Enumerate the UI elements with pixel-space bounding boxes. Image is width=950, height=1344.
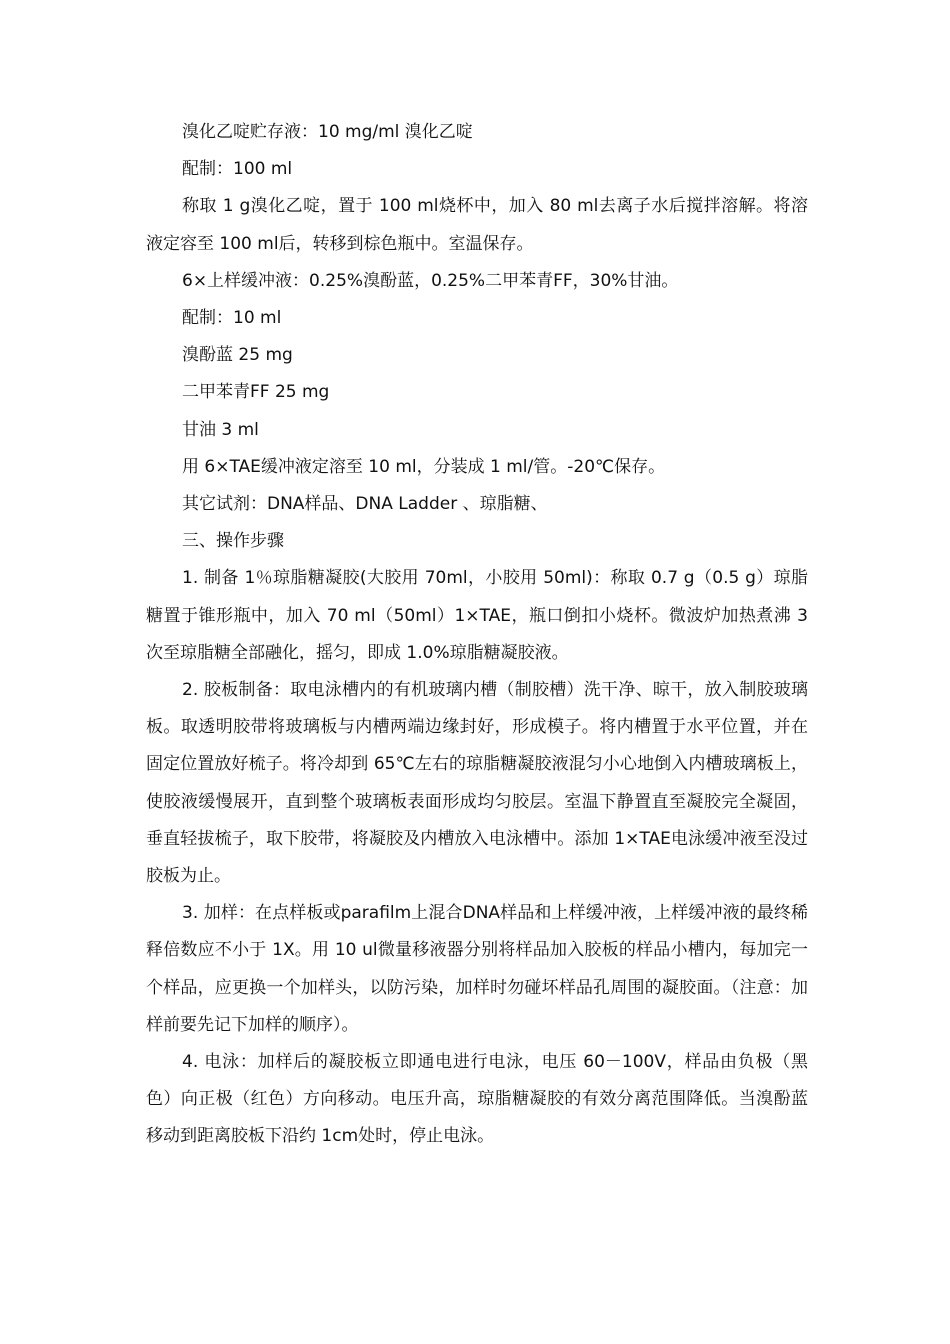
eb-stock-heading: 溴化乙啶贮存液：10 mg/ml 溴化乙啶 — [182, 122, 473, 142]
document-body — [146, 114, 808, 1156]
other-reagents: 其它试剂：DNA样品、DNA Ladder 、琼脂糖、 — [182, 494, 548, 515]
loading-buffer-procedure: 用 6×TAE缓冲液定溶至 10 ml，分装成 1 ml/管。-20℃保存。 — [182, 456, 666, 477]
eb-prep-procedure: 称取 1 g溴化乙啶，置于 100 ml烧杯中，加入 80 ml去离子水后搅拌溶解。将溶液定容至 100 ml后，转移到棕色瓶中。室温保存。 — [146, 196, 808, 254]
step-4-electrophoresis: 4. 电泳：加样后的凝胶板立即通电进行电泳，电压 60－100V，样品由负极（黑色）向正极（红色）方向移动。电压升高，琼脂糖凝胶的有效分离范围降低。当溴酚蓝移动到距离胶板下沿约 1cm处时，停止电泳。 — [146, 1052, 808, 1147]
loading-buffer-prep-volume: 配制：10 ml — [182, 308, 282, 329]
eb-prep-volume: 配制：100 ml — [182, 159, 293, 180]
ingredient-glycerol: 甘油 3 ml — [182, 419, 259, 440]
step-3-sample-loading: 3. 加样：在点样板或parafilm上混合DNA样品和上样缓冲液，上样缓冲液的最终稀释倍数应不小于 1X。用 10 ul微量移液器分别将样品加入胶板的样品小槽内，每加完一个样品，应更换一个加样头，以防污染，加样时勿碰坏样品孔周围的凝胶面。（注意：加样前要先记下加样的顺序）。 — [146, 903, 808, 1035]
step-1-gel-preparation: 1. 制备 1％琼脂糖凝胶(大胶用 70ml，小胶用 50ml)：称取 0.7 g（0.5 g）琼脂糖置于锥形瓶中，加入 70 ml（50ml）1×TAE，瓶口倒扣小烧杯。微波炉加热煮沸 3 次至琼脂糖全部融化，摇匀，即成 1.0%琼脂糖凝胶液。 — [146, 568, 809, 663]
ingredient-bromophenol-blue: 溴酚蓝 25 mg — [182, 345, 293, 366]
ingredient-xylene-cyanol: 二甲苯青FF 25 mg — [182, 382, 330, 403]
section-heading-procedure: 三、操作步骤 — [182, 531, 284, 552]
step-2-gel-plate: 2. 胶板制备：取电泳槽内的有机玻璃内槽（制胶槽）洗干净、晾干，放入制胶玻璃板。取透明胶带将玻璃板与内槽两端边缘封好，形成模子。将内槽置于水平位置，并在固定位置放好梳子。将冷却到 65℃左右的琼脂糖凝胶液混匀小心地倒入内槽玻璃板上，使胶液缓慢展开，直到整个玻璃板表面形成均匀胶层。室温下静置直至凝胶完全凝固，垂直轻拔梳子，取下胶带，将凝胶及内槽放入电泳槽中。添加 1×TAE电泳缓冲液至没过胶板为止。 — [146, 680, 808, 887]
loading-buffer-heading: 6×上样缓冲液：0.25%溴酚蓝，0.25%二甲苯青FF，30%甘油。 — [182, 270, 679, 291]
